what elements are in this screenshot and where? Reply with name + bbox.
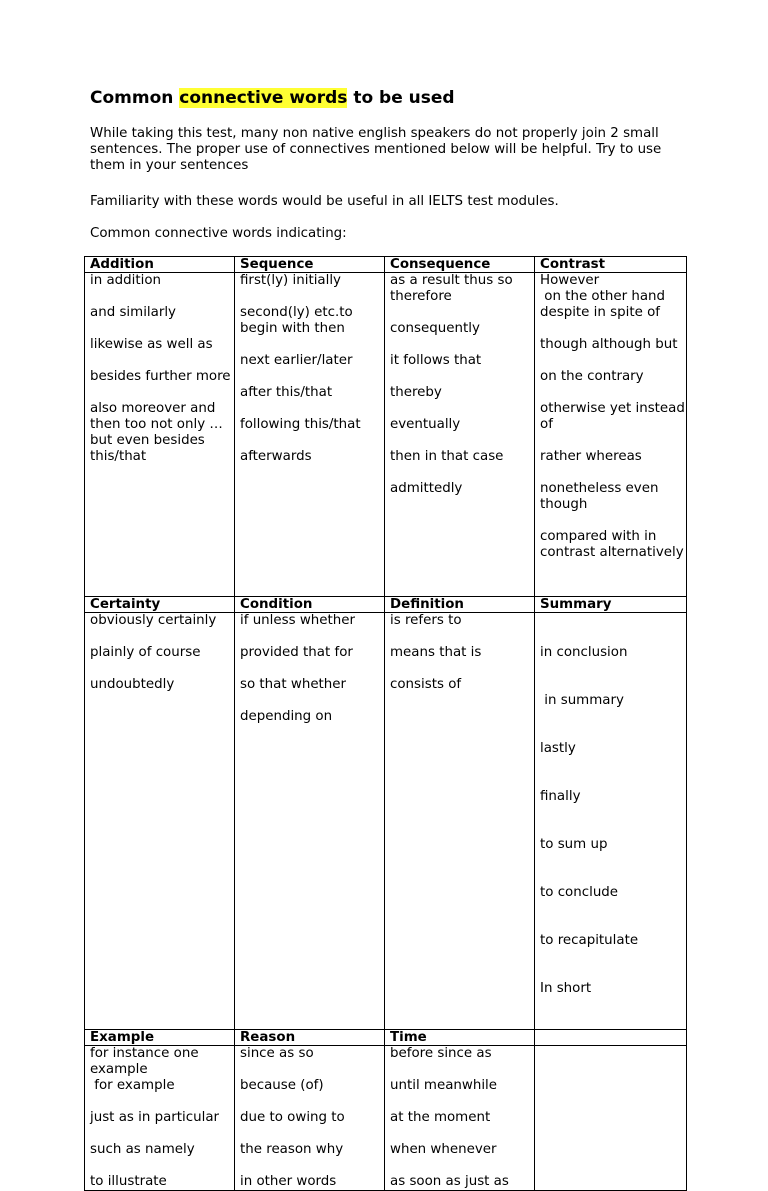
list-item: after this/that (240, 385, 333, 400)
list-item: next earlier/later (240, 353, 353, 368)
table-header-row (85, 1030, 687, 1046)
header-definition: Definition (385, 597, 535, 613)
list-item: However (540, 273, 600, 288)
list-item: just as in particular (90, 1110, 220, 1125)
list-item: In short (540, 981, 592, 996)
list-item: on the other hand despite in spite of (540, 289, 670, 320)
page-title (90, 88, 455, 108)
list-item: plainly of course (90, 645, 201, 660)
indicating-paragraph: Common connective words indicating: (90, 226, 347, 241)
list-item: to conclude (540, 885, 619, 900)
list-item: in addition (90, 273, 162, 288)
list-item: because (of) (240, 1078, 324, 1093)
list-item: then in that case (390, 449, 504, 464)
header-empty (535, 1030, 687, 1046)
table-row (85, 613, 687, 1030)
list-item: consequently (390, 321, 480, 336)
intro-paragraph: While taking this test, many non native english speakers do not properly join 2 small sentences. The proper use of connectives mentioned below will be helpful. Try to use them in your sentences (90, 126, 662, 173)
list-item: and similarly (90, 305, 176, 320)
list-item: due to owing to (240, 1110, 345, 1125)
list-item: as soon as just as (390, 1174, 509, 1189)
list-item: obviously certainly (90, 613, 217, 628)
list-item: compared with in contrast alternatively (540, 529, 684, 560)
time-cell (385, 1046, 535, 1191)
list-item: likewise as well as (90, 337, 213, 352)
list-item: lastly (540, 741, 576, 756)
list-item: provided that for (240, 645, 353, 660)
list-item: nonetheless even though (540, 481, 659, 512)
header-addition: Addition (85, 257, 235, 273)
list-item: at the moment (390, 1110, 491, 1125)
header-example: Example (85, 1030, 235, 1046)
list-item: it follows that (390, 353, 482, 368)
list-item: so that whether (240, 677, 347, 692)
title-suffix: to be used (347, 88, 455, 108)
list-item: for example (90, 1078, 175, 1093)
table-row (85, 273, 687, 597)
list-item: means that is (390, 645, 482, 660)
certainty-cell (85, 613, 235, 1030)
header-sequence: Sequence (235, 257, 385, 273)
list-item: second(ly) etc.to begin with then (240, 305, 353, 336)
connectives-table (84, 256, 687, 1191)
list-item: when whenever (390, 1142, 497, 1157)
list-item: depending on (240, 709, 333, 724)
header-summary: Summary (535, 597, 687, 613)
reason-cell (235, 1046, 385, 1191)
list-item: following this/that (240, 417, 361, 432)
list-item: until meanwhile (390, 1078, 498, 1093)
list-item: on the contrary (540, 369, 644, 384)
list-item: though although but (540, 337, 678, 352)
definition-cell (385, 613, 535, 1030)
header-condition: Condition (235, 597, 385, 613)
list-item: admittedly (390, 481, 463, 496)
list-item: consists of (390, 677, 462, 692)
header-certainty: Certainty (85, 597, 235, 613)
list-item: in summary (540, 693, 624, 708)
header-time: Time (385, 1030, 535, 1046)
list-item: thereby (390, 385, 442, 400)
list-item: undoubtedly (90, 677, 175, 692)
list-item: finally (540, 789, 581, 804)
list-item: to sum up (540, 837, 608, 852)
consequence-cell (385, 273, 535, 597)
list-item: rather whereas (540, 449, 642, 464)
list-item: first(ly) initially (240, 273, 341, 288)
table-row (85, 1046, 687, 1191)
list-item: eventually (390, 417, 461, 432)
addition-cell (85, 273, 235, 597)
header-reason: Reason (235, 1030, 385, 1046)
table-header-row (85, 257, 687, 273)
header-contrast: Contrast (535, 257, 687, 273)
list-item: to recapitulate (540, 933, 639, 948)
list-item: as a result thus so therefore (390, 273, 513, 304)
header-consequence: Consequence (385, 257, 535, 273)
list-item: otherwise yet instead of (540, 401, 685, 432)
list-item: in other words (240, 1174, 337, 1189)
contrast-cell (535, 273, 687, 597)
list-item: for instance one example (90, 1046, 199, 1077)
list-item: in conclusion (540, 645, 628, 660)
condition-cell (235, 613, 385, 1030)
list-item: besides further more (90, 369, 231, 384)
list-item: also moreover and then too not only … but even besides this/that (90, 401, 223, 464)
empty-cell (535, 1046, 687, 1191)
list-item: afterwards (240, 449, 312, 464)
list-item: if unless whether (240, 613, 355, 628)
table-header-row (85, 597, 687, 613)
example-cell (85, 1046, 235, 1191)
list-item: such as namely (90, 1142, 195, 1157)
summary-cell (535, 613, 687, 1030)
sequence-cell (235, 273, 385, 597)
list-item: to illustrate (90, 1174, 167, 1189)
list-item: is refers to (390, 613, 462, 628)
list-item: the reason why (240, 1142, 344, 1157)
title-highlight: connective words (179, 88, 348, 108)
title-prefix: Common (90, 88, 180, 108)
list-item: since as so (240, 1046, 314, 1061)
list-item: before since as (390, 1046, 492, 1061)
familiarity-paragraph: Familiarity with these words would be useful in all IELTS test modules. (90, 194, 559, 209)
